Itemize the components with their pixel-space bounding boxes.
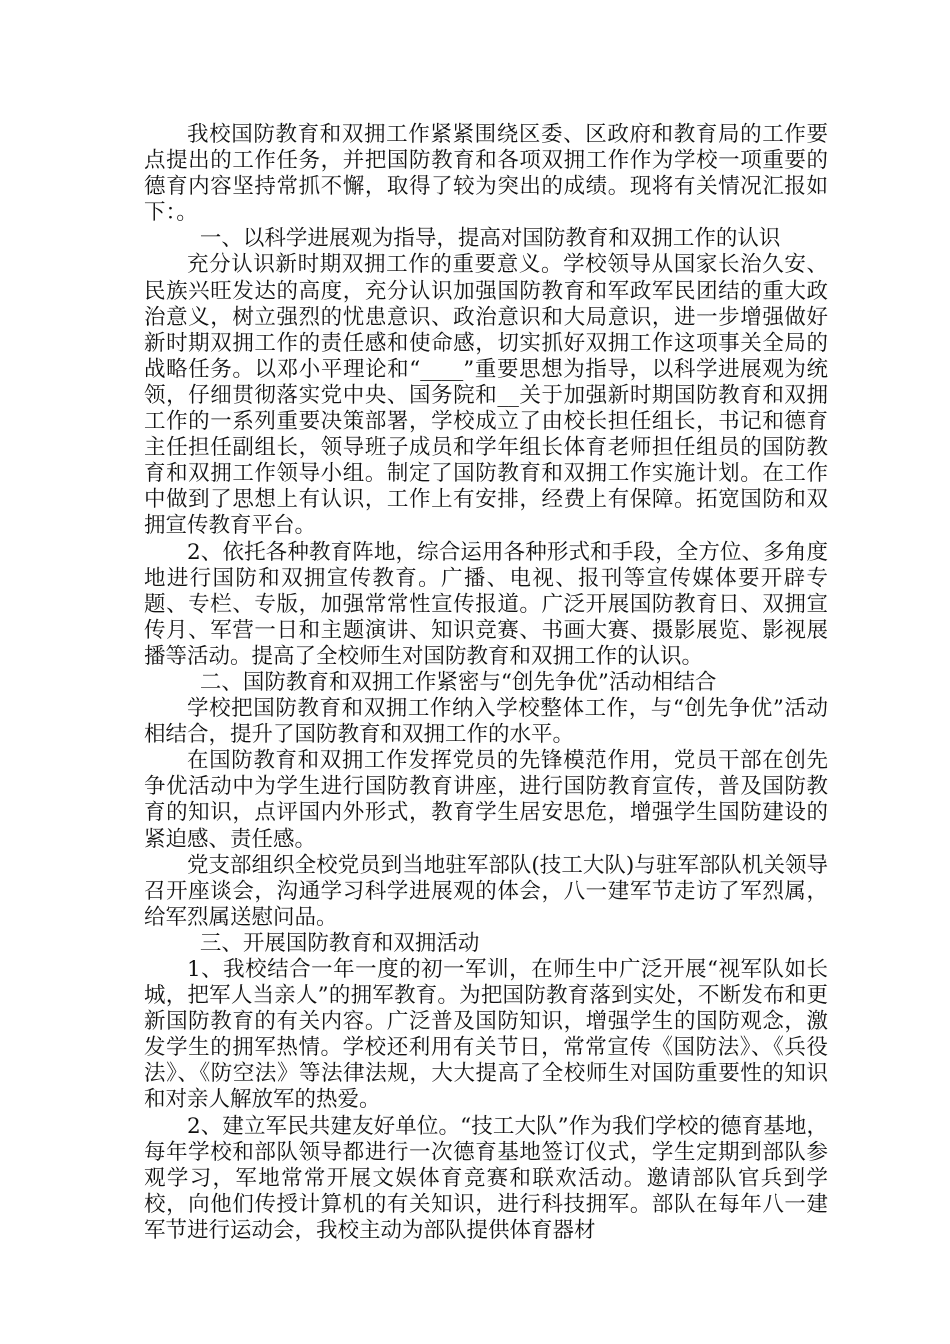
document-page bbox=[144, 122, 828, 1244]
section-3-paragraph-2: 2、建立军民共建友好单位。“技工大队”作为我们学校的德育基地，每年学校和部队领导都进行一次德育基地签订仪式，学生定期到部队参观学习，军地常常开展文娱体育竞赛和联欢活动。邀请部队官兵到学校，向他们传授计算机的有关知识，进行科技拥军。部队在每年八一建军节进行运动会，我校主动为部队提供体育器材 bbox=[144, 1113, 828, 1243]
section-heading-3: 三、开展国防教育和双拥活动 bbox=[199, 930, 480, 956]
section-3-paragraph-1: 1、我校结合一年一度的初一军训，在师生中广泛开展“视军队如长城，把军人当亲人”的拥军教育。为把国防教育落到实处，不断发布和更新国防教育的有关内容。广泛普及国防知识，增强学生的国防观念，激发学生的拥军热情。学校还利用有关节日，常常宣传《国防法》、《兵役法》、《防空法》等法律法规，大大提高了全校师生对国防重要性的知识和对亲人解放军的热爱。 bbox=[144, 957, 828, 1113]
section-2-paragraph-1: 学校把国防教育和双拥工作纳入学校整体工作，与“创先争优”活动相结合，提升了国防教育和双拥工作的水平。 bbox=[144, 696, 828, 748]
section-2-paragraph-3: 党支部组织全校党员到当地驻军部队(技工大队)与驻军部队机关领导召开座谈会，沟通学习科学进展观的体会，八一建军节走访了军烈属，给军烈属送慰问品。 bbox=[144, 852, 828, 930]
section-2-paragraph-2: 在国防教育和双拥工作发挥党员的先锋模范作用，党员干部在创先争优活动中为学生进行国防教育讲座，进行国防教育宣传，普及国防教育的知识，点评国内外形式，教育学生居安思危，增强学生国防建设的紧迫感、责任感。 bbox=[144, 748, 828, 852]
section-1-paragraph-2: 2、依托各种教育阵地，综合运用各种形式和手段，全方位、多角度地进行国防和双拥宣传教育。广播、电视、报刊等宣传媒体要开辟专题、专栏、专版，加强常常性宣传报道。广泛开展国防教育日、双拥宣传月、军营一日和主题演讲、知识竞赛、书画大赛、摄影展览、影视展播等活动。提高了全校师生对国防教育和双拥工作的认识。 bbox=[144, 539, 828, 669]
section-heading-2: 二、国防教育和双拥工作紧密与“创先争优”活动相结合 bbox=[199, 669, 717, 695]
section-1-paragraph-1: 充分认识新时期双拥工作的重要意义。学校领导从国家长治久安、民族兴旺发达的高度，充分认识加强国防教育和军政军民团结的重大政治意义，树立强烈的忧患意识、政治意识和大局意识，进一步增强做好新时期双拥工作的责任感和使命感，切实抓好双拥工作这项事关全局的战略任务。以邓小平理论和“____”重要思想为指导，以科学进展观为统领，仔细贯彻落实党中央、国务院和__关于加强新时期国防教育和双拥工作的一系列重要决策部署，学校成立了由校长担任组长，书记和德育主任担任副组长，领导班子成员和学年组长体育老师担任组员的国防教育和双拥工作领导小组。制定了国防教育和双拥工作实施计划。在工作中做到了思想上有认识，工作上有安排，经费上有保障。拓宽国防和双拥宣传教育平台。 bbox=[144, 252, 828, 539]
intro-paragraph: 我校国防教育和双拥工作紧紧围绕区委、区政府和教育局的工作要点提出的工作任务，并把国防教育和各项双拥工作作为学校一项重要的德育内容坚持常抓不懈，取得了较为突出的成绩。现将有关情况汇报如下：。 bbox=[144, 122, 828, 226]
section-heading-1: 一、以科学进展观为指导，提高对国防教育和双拥工作的认识 bbox=[199, 226, 781, 252]
